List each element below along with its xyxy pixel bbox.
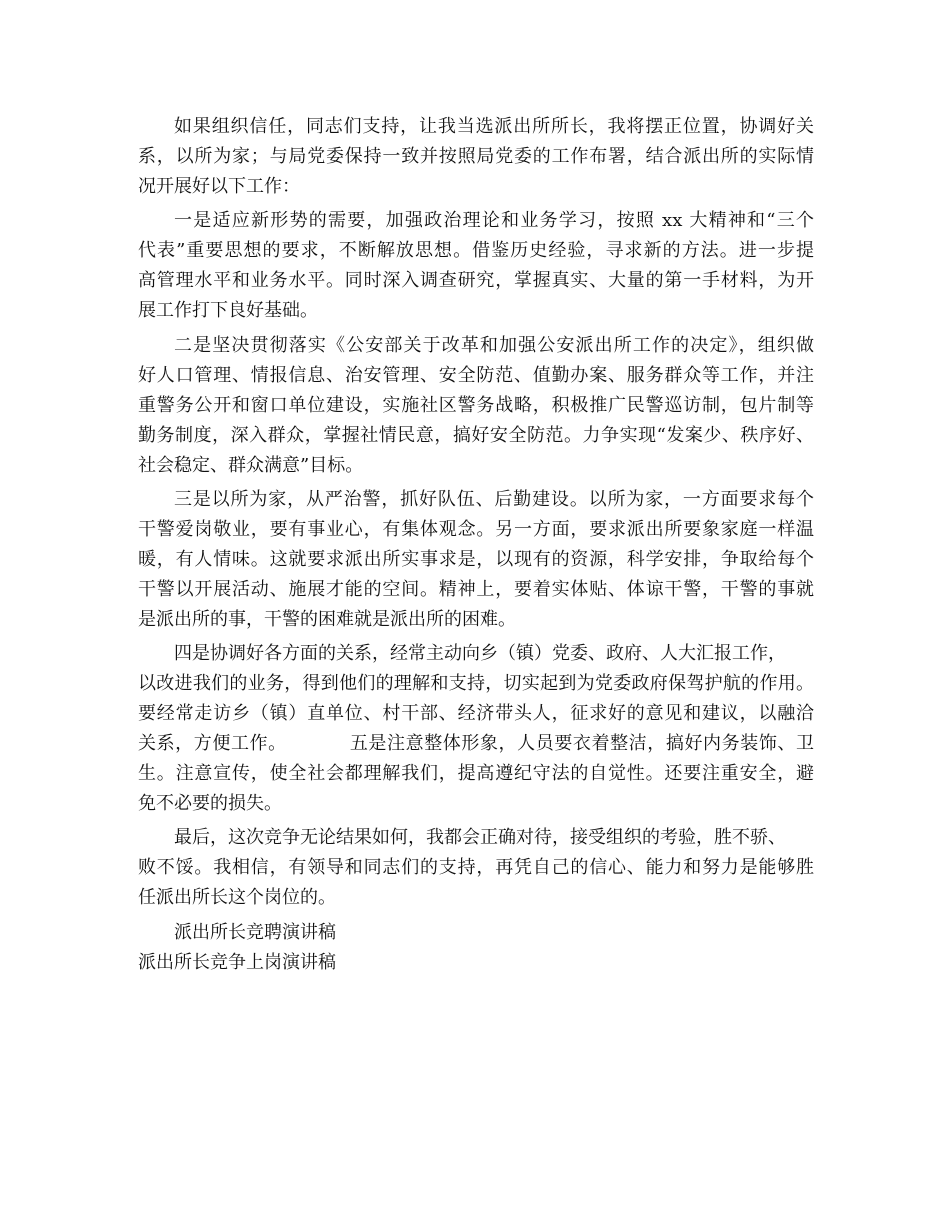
- text-line: 高管理水平和业务水平。同时深入调查研究，掌握真实、大量的第一手材料，为开: [138, 270, 814, 292]
- text-line: 四是协调好各方面的关系，经常主动向乡（镇）党委、政府、人大汇报工作，: [174, 643, 786, 665]
- text-line: 如果组织信任，同志们支持，让我当选派出所所长，我将摆正位置，协调好关: [174, 116, 814, 137]
- document-page: [138, 112, 814, 978]
- text-line: 重警务公开和窗口单位建设，实施社区警务战略，积极推广民警巡访制，包片制等: [138, 394, 814, 416]
- paragraph-point-1: [138, 206, 814, 326]
- text-line: 三是以所为家，从严治警，抓好队伍、后勤建设。以所为家，一方面要求每个: [174, 488, 814, 510]
- paragraph-point-4-5: [138, 639, 814, 819]
- paragraph-intro: [138, 112, 814, 202]
- text-line: 干警以开展活动、施展才能的空间。精神上，要着实体贴、体谅干警，干警的事就: [138, 578, 814, 600]
- text-line: 以改进我们的业务，得到他们的理解和支持，切实起到为党委政府保驾护航的作用。: [138, 673, 814, 695]
- text-line: 况开展好以下工作：: [138, 176, 300, 197]
- text-line: 任派出所长这个岗位的。: [138, 887, 336, 909]
- text-line: 展工作打下良好基础。: [138, 300, 318, 322]
- text-line: 系，以所为家；与局党委保持一致并按照局党委的工作布署，结合派出所的实际情: [138, 146, 814, 167]
- text-line: 败不馁。我相信，有领导和同志们的支持，再凭自己的信心、能力和努力是能够胜: [138, 857, 814, 879]
- related-title-1: 派出所长竞聘演讲稿: [174, 921, 336, 943]
- paragraph-conclusion: [138, 823, 814, 913]
- text-line: 是派出所的事，干警的困难就是派出所的困难。: [138, 608, 516, 630]
- text-line: 社会稳定、群众满意”目标。: [138, 454, 364, 476]
- text-line: 代表”重要思想的要求，不断解放思想。借鉴历史经验，寻求新的方法。进一步提: [138, 240, 814, 262]
- related-title-2: 派出所长竞争上岗演讲稿: [138, 951, 336, 973]
- text-line: 干警爱岗敬业，要有事业心，有集体观念。另一方面，要求派出所要象家庭一样温: [138, 518, 814, 540]
- text-line: 勤务制度，深入群众，掌握社情民意，搞好安全防范。力争实现“发案少、秩序好、: [138, 424, 814, 446]
- text-line: 要经常走访乡（镇）直单位、村干部、经济带头人，征求好的意见和建议，以融洽: [138, 703, 814, 725]
- paragraph-point-2: [138, 331, 814, 481]
- text-line: 免不必要的损失。: [138, 793, 282, 815]
- text-line: 好人口管理、情报信息、治安管理、安全防范、值勤办案、服务群众等工作，并注: [138, 364, 814, 386]
- text-line: 一是适应新形势的需要，加强政治理论和业务学习，按照 xx 大精神和“三个: [174, 210, 814, 232]
- text-line: 二是坚决贯彻落实《公安部关于改革和加强公安派出所工作的决定》，组织做: [174, 334, 814, 356]
- text-line: 暖，有人情味。这就要求派出所实事求是，以现有的资源，科学安排，争取给每个: [138, 548, 814, 570]
- text-line: 关系，方便工作。 五是注意整体形象，人员要衣着整洁，搞好内务装饰、卫: [138, 733, 814, 755]
- text-line: 最后，这次竞争无论结果如何，我都会正确对待，接受组织的考验，胜不骄、: [174, 827, 786, 849]
- text-line: 生。注意宣传，使全社会都理解我们，提高遵纪守法的自觉性。还要注重安全，避: [138, 763, 814, 785]
- paragraph-point-3: [138, 485, 814, 635]
